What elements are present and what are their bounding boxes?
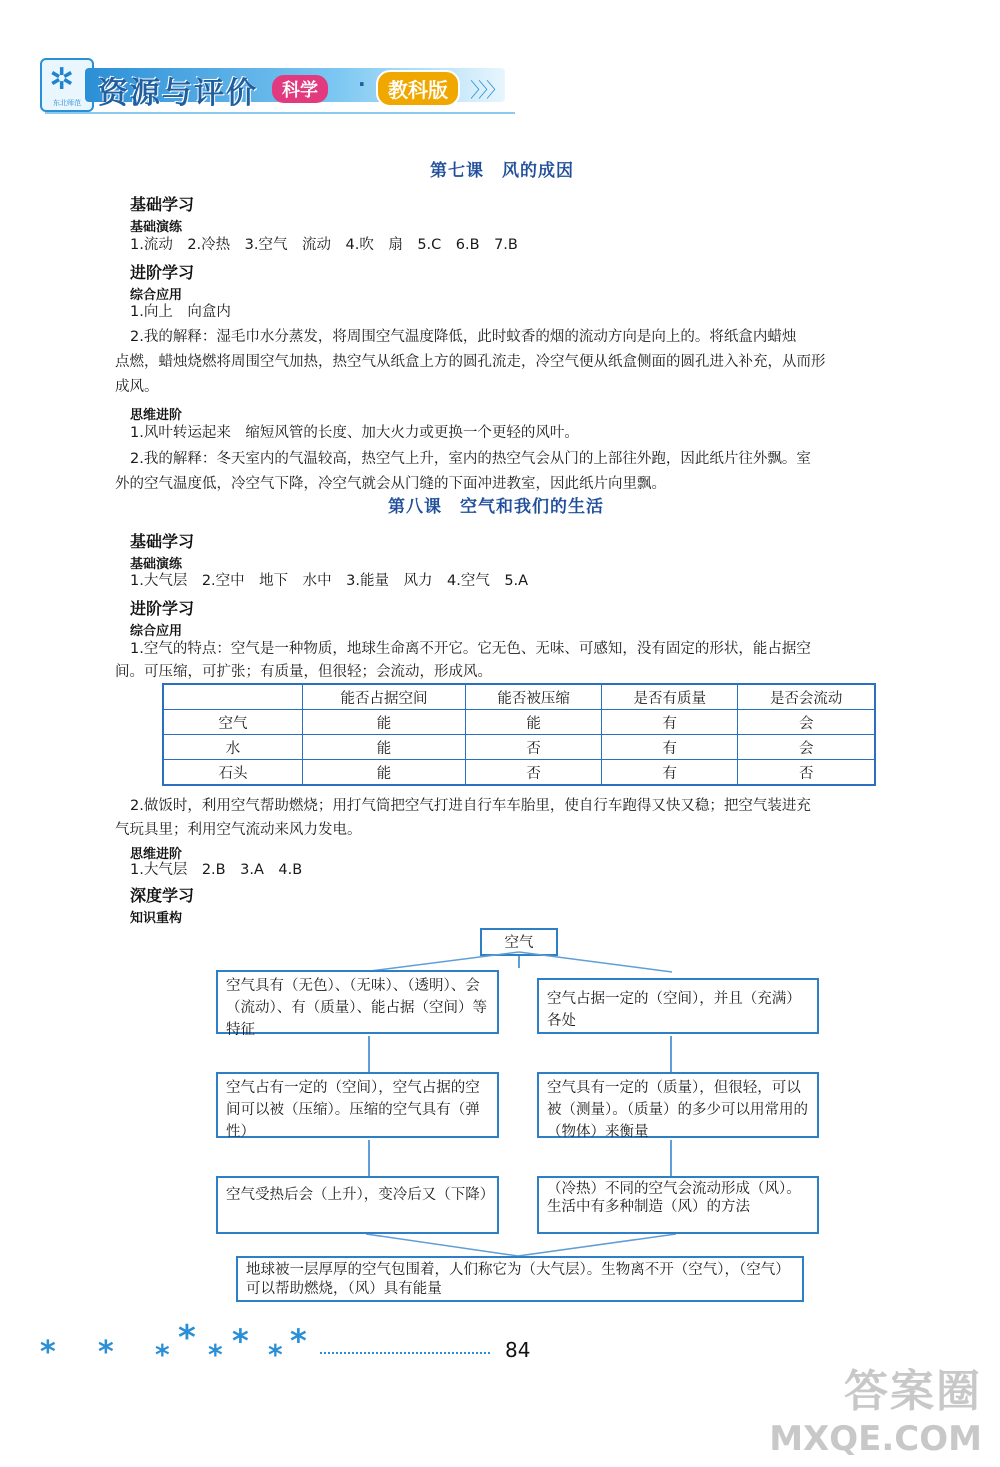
logo-text: 东北师范 xyxy=(53,99,81,107)
lesson8-advanced-heading: 进阶学习 xyxy=(130,599,195,618)
star-icon: * xyxy=(290,1322,307,1360)
lesson7-advanced-subheading: 综合应用 xyxy=(130,288,183,303)
star-icon: * xyxy=(268,1338,283,1371)
diagram-node-left-2: 空气占有一定的（空间），空气占据的空间可以被（压缩）。压缩的空气具有（弹性） xyxy=(216,1072,499,1138)
table-row xyxy=(163,735,875,760)
header-divider xyxy=(45,112,515,114)
lesson8-deep-heading: 深度学习 xyxy=(130,886,195,905)
table-header-cell xyxy=(163,684,303,710)
table-header-cell: 能否被压缩 xyxy=(466,684,602,710)
lesson7-thinking-heading: 思维进阶 xyxy=(130,408,183,423)
table-row xyxy=(163,710,875,735)
lesson8-think-answers: 1.大气层 2.B 3.A 4.B xyxy=(130,862,303,878)
diagram-node-bottom: 地球被一层厚厚的空气包围着，人们称它为（大气层）。生物离不开（空气），（空气）可以帮助燃烧，（风）具有能量 xyxy=(236,1256,804,1302)
table-cell: 石头 xyxy=(163,760,303,786)
diagram-connector xyxy=(670,1036,672,1072)
lesson8-advanced-subheading: 综合应用 xyxy=(130,624,183,639)
lesson7-basic-answers: 1.流动 2.冷热 3.空气 流动 4.吹 扇 5.C 6.B 7.B xyxy=(130,237,518,253)
lesson8-app-1-line1: 1.空气的特点：空气是一种物质，地球生命离不开它。它无色、无味、可感知，没有固定的形状，能占据空 xyxy=(130,641,811,657)
diagram-node-right-3: （冷热）不同的空气会流动形成（风）。生活中有多种制造（风）的方法 xyxy=(537,1176,819,1234)
diagram-connector xyxy=(368,1036,370,1072)
table-header-cell: 是否有质量 xyxy=(602,684,738,710)
lesson7-app-2-line2: 点燃，蜡烛烧燃将周围空气加热，热空气从纸盒上方的圆孔流走，冷空气便从纸盒侧面的圆孔进入补充，从而形 xyxy=(115,354,826,370)
star-icon: * xyxy=(155,1338,170,1371)
star-icon: * xyxy=(98,1335,114,1370)
diagram-node-left-1: 空气具有（无色）、（无味）、（透明）、会（流动）、有（质量）、能占据（空间）等特征 xyxy=(216,970,499,1034)
diagram-connector xyxy=(670,1140,672,1176)
lesson8-app-2-line2: 气玩具里；利用空气流动来风力发电。 xyxy=(115,822,362,838)
lesson8-title: 第八课 空气和我们的生活 xyxy=(388,497,604,517)
lesson7-app-2-line3: 成风。 xyxy=(115,379,159,395)
star-logo-icon: ✲ xyxy=(49,62,75,97)
lesson8-basic-subheading: 基础演练 xyxy=(130,557,183,572)
star-icon: * xyxy=(178,1318,196,1358)
table-row xyxy=(163,760,875,786)
table-header-cell: 能否占据空间 xyxy=(303,684,466,710)
lesson8-app-2-line1: 2.做饭时，利用空气帮助燃烧；用打气筒把空气打进自行车车胎里，使自行车跑得又快又稳；把空气装进充 xyxy=(130,798,811,814)
watermark-line1: 答案圈 xyxy=(844,1366,982,1417)
diagram-connector xyxy=(368,1140,370,1176)
lesson8-deep-subheading: 知识重构 xyxy=(130,911,183,926)
page-header xyxy=(40,58,510,110)
diagram-root-node: 空气 xyxy=(480,928,558,956)
table-cell: 空气 xyxy=(163,710,303,735)
table-cell: 会 xyxy=(738,735,875,760)
header-separator: · xyxy=(358,72,366,96)
page-number: 84 xyxy=(505,1338,531,1362)
diagram-node-right-1: 空气占据一定的（空间），并且（充满）各处 xyxy=(537,978,819,1034)
lesson8-thinking-heading: 思维进阶 xyxy=(130,847,183,862)
table-cell: 能 xyxy=(303,735,466,760)
footer-dotted-line xyxy=(320,1352,490,1354)
diagram-node-left-3: 空气受热后会（上升），变冷后又（下降） xyxy=(216,1176,499,1234)
chevron-right-icon: 〉〉〉 xyxy=(470,78,504,102)
lesson7-title: 第七课 风的成因 xyxy=(430,161,574,181)
lesson8-basic-answers: 1.大气层 2.空中 地下 水中 3.能量 风力 4.空气 5.A xyxy=(130,573,529,589)
air-properties-table xyxy=(162,683,876,786)
table-header-row xyxy=(163,684,875,710)
watermark-line2: MXQE.COM xyxy=(769,1419,982,1459)
lesson7-app-2-line1: 2.我的解释：湿毛巾水分蒸发，将周围空气温度降低，此时蚊香的烟的流动方向是向上的。将纸盒内蜡烛 xyxy=(130,329,797,345)
table-cell: 能 xyxy=(466,710,602,735)
table-header-cell: 是否会流动 xyxy=(738,684,875,710)
table-cell: 有 xyxy=(602,710,738,735)
diagram-node-right-2: 空气具有一定的（质量），但很轻，可以被（测量）。（质量）的多少可以用常用的（物体）来衡量 xyxy=(537,1072,819,1138)
lesson7-basic-heading: 基础学习 xyxy=(130,195,195,214)
table-cell: 否 xyxy=(466,735,602,760)
edition-badge: 教科版 xyxy=(376,70,460,107)
lesson7-basic-subheading: 基础演练 xyxy=(130,220,183,235)
table-cell: 水 xyxy=(163,735,303,760)
subject-badge: 科学 xyxy=(272,75,328,103)
table-cell: 能 xyxy=(303,760,466,786)
lesson7-app-1: 1.向上 向盒内 xyxy=(130,304,231,320)
lesson8-basic-heading: 基础学习 xyxy=(130,532,195,551)
table-cell: 否 xyxy=(466,760,602,786)
book-title: 资源与评价 xyxy=(98,76,258,111)
star-icon: * xyxy=(40,1335,56,1370)
lesson7-think-1: 1.风叶转运起来 缩短风管的长度、加大火力或更换一个更轻的风叶。 xyxy=(130,425,579,441)
star-icon: * xyxy=(232,1322,249,1360)
lesson7-advanced-heading: 进阶学习 xyxy=(130,263,195,282)
watermark xyxy=(769,1355,982,1459)
lesson8-app-1-line2: 间。可压缩，可扩张；有质量，但很轻；会流动，形成风。 xyxy=(115,664,492,680)
table-cell: 会 xyxy=(738,710,875,735)
table-cell: 有 xyxy=(602,760,738,786)
table-cell: 有 xyxy=(602,735,738,760)
star-icon: * xyxy=(208,1338,223,1371)
table-cell: 能 xyxy=(303,710,466,735)
lesson7-think-2-line2: 外的空气温度低，冷空气下降，冷空气就会从门缝的下面冲进教室，因此纸片向里飘。 xyxy=(115,476,666,492)
table-cell: 否 xyxy=(738,760,875,786)
lesson7-think-2-line1: 2.我的解释：冬天室内的气温较高，热空气上升，室内的热空气会从门的上部往外跑，因此纸片往外飘。室 xyxy=(130,451,811,467)
